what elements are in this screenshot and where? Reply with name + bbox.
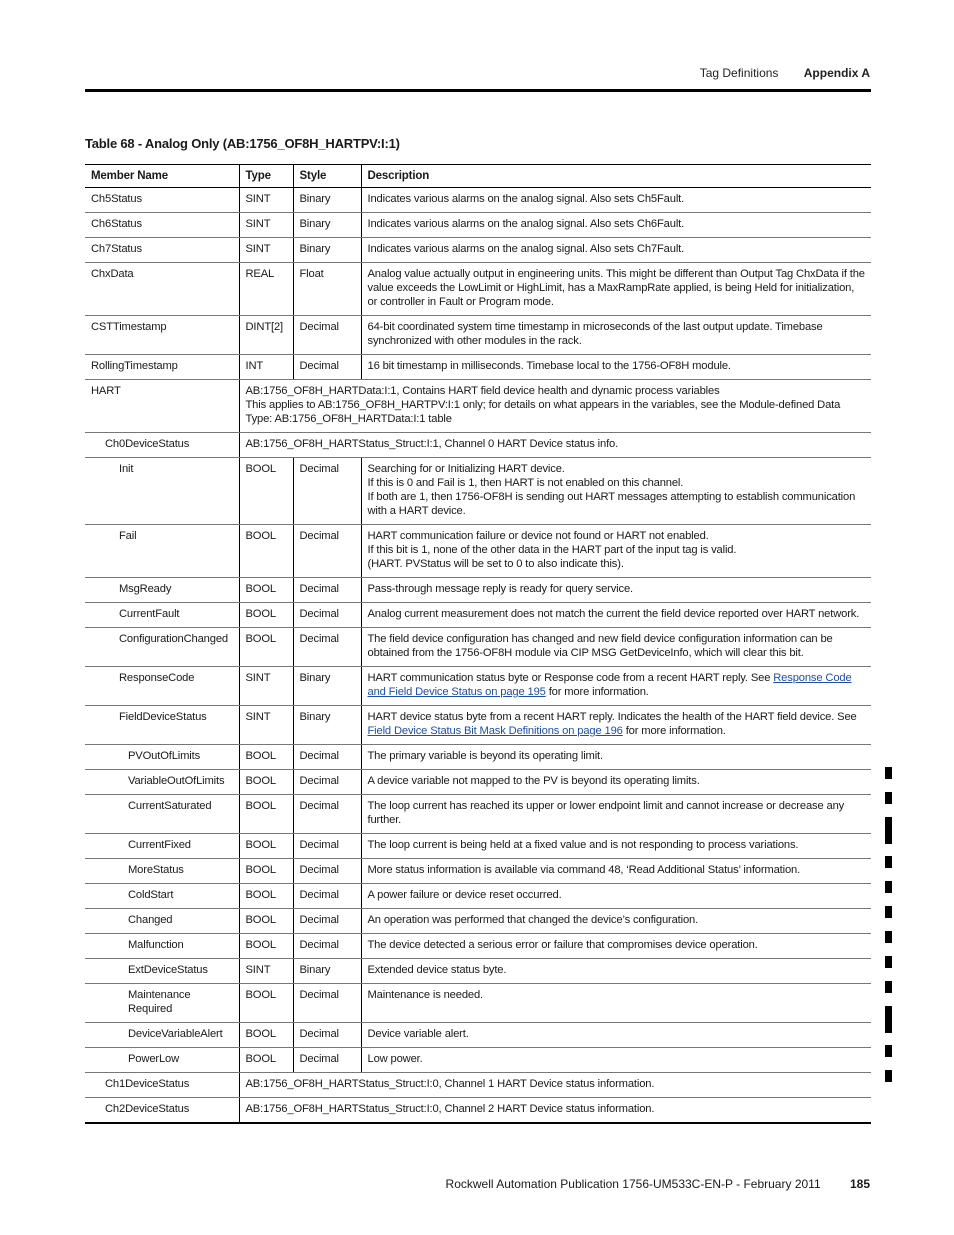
description-line: Extended device status byte. bbox=[367, 964, 507, 976]
description-cell bbox=[361, 355, 871, 380]
description-line: If both are 1, then 1756-OF8H is sending out HART messages attempting to establish communication with a HART device. bbox=[367, 491, 856, 517]
member-name-cell: CSTTimestamp bbox=[85, 316, 239, 355]
table-row bbox=[85, 458, 871, 525]
column-header-description: Description bbox=[361, 165, 871, 188]
header-rule bbox=[85, 89, 871, 92]
style-cell: Decimal bbox=[293, 603, 361, 628]
table-body bbox=[85, 188, 871, 1124]
style-cell: Decimal bbox=[293, 1048, 361, 1073]
type-cell: BOOL bbox=[239, 934, 293, 959]
description-line: Indicates various alarms on the analog signal. Also sets Ch6Fault. bbox=[367, 218, 685, 230]
member-name-cell: VariableOutOfLimits bbox=[85, 770, 239, 795]
type-cell: BOOL bbox=[239, 834, 293, 859]
style-cell: Binary bbox=[293, 188, 361, 213]
description-cell bbox=[361, 263, 871, 316]
member-name-cell: PowerLow bbox=[85, 1048, 239, 1073]
edge-mark bbox=[885, 856, 892, 868]
style-cell: Binary bbox=[293, 706, 361, 745]
member-name-cell: Fail bbox=[85, 525, 239, 578]
description-cell bbox=[361, 667, 871, 706]
description-line: AB:1756_OF8H_HARTStatus_Struct:I:0, Channel 1 HART Device status information. bbox=[245, 1078, 655, 1090]
table-row bbox=[85, 834, 871, 859]
member-name-cell: FieldDeviceStatus bbox=[85, 706, 239, 745]
description-line: AB:1756_OF8H_HARTStatus_Struct:I:0, Channel 2 HART Device status information. bbox=[245, 1103, 655, 1115]
style-cell: Decimal bbox=[293, 458, 361, 525]
description-line: The primary variable is beyond its operating limit. bbox=[367, 750, 603, 762]
description-line: HART communication failure or device not found or HART not enabled. bbox=[367, 530, 709, 542]
style-cell: Decimal bbox=[293, 984, 361, 1023]
style-cell: Decimal bbox=[293, 355, 361, 380]
style-cell: Decimal bbox=[293, 859, 361, 884]
style-cell: Float bbox=[293, 263, 361, 316]
style-cell: Decimal bbox=[293, 909, 361, 934]
style-cell: Binary bbox=[293, 667, 361, 706]
description-cell bbox=[361, 884, 871, 909]
description-cell bbox=[361, 706, 871, 745]
table-row bbox=[85, 884, 871, 909]
table-row bbox=[85, 706, 871, 745]
member-name-cell: RollingTimestamp bbox=[85, 355, 239, 380]
member-name-cell: Maintenance Required bbox=[85, 984, 239, 1023]
page-footer bbox=[85, 1177, 870, 1191]
description-cell bbox=[361, 959, 871, 984]
member-name-cell: CurrentSaturated bbox=[85, 795, 239, 834]
description-cell bbox=[361, 770, 871, 795]
member-name-cell: Ch0DeviceStatus bbox=[85, 433, 239, 458]
description-cell bbox=[361, 795, 871, 834]
table-row bbox=[85, 263, 871, 316]
member-name-cell: ResponseCode bbox=[85, 667, 239, 706]
description-line: Indicates various alarms on the analog signal. Also sets Ch5Fault. bbox=[367, 193, 685, 205]
description-cell bbox=[361, 316, 871, 355]
description-cell bbox=[361, 1048, 871, 1073]
member-name-cell: ConfigurationChanged bbox=[85, 628, 239, 667]
description-line: The loop current has reached its upper or lower endpoint limit and cannot increase or decrease any further. bbox=[367, 800, 845, 826]
description-text: for more information. bbox=[545, 686, 649, 698]
description-cell bbox=[361, 458, 871, 525]
table-row bbox=[85, 316, 871, 355]
style-cell: Decimal bbox=[293, 628, 361, 667]
table-row bbox=[85, 525, 871, 578]
type-cell: BOOL bbox=[239, 884, 293, 909]
type-cell: BOOL bbox=[239, 909, 293, 934]
description-line: A device variable not mapped to the PV is beyond its operating limits. bbox=[367, 775, 700, 787]
member-name-cell: MoreStatus bbox=[85, 859, 239, 884]
member-name-cell: ColdStart bbox=[85, 884, 239, 909]
type-cell: BOOL bbox=[239, 1048, 293, 1073]
member-name-cell: Malfunction bbox=[85, 934, 239, 959]
member-name-cell: Ch5Status bbox=[85, 188, 239, 213]
table-row bbox=[85, 667, 871, 706]
type-cell: BOOL bbox=[239, 603, 293, 628]
type-cell: BOOL bbox=[239, 859, 293, 884]
description-cell bbox=[361, 213, 871, 238]
style-cell: Decimal bbox=[293, 795, 361, 834]
table-row bbox=[85, 795, 871, 834]
description-line: (HART. PVStatus will be set to 0 to also indicate this). bbox=[367, 558, 624, 570]
member-name-cell: PVOutOfLimits bbox=[85, 745, 239, 770]
type-cell: BOOL bbox=[239, 984, 293, 1023]
style-cell: Decimal bbox=[293, 834, 361, 859]
description-line: More status information is available via command 48, ‘Read Additional Status’ information. bbox=[367, 864, 801, 876]
style-cell: Decimal bbox=[293, 745, 361, 770]
table-row bbox=[85, 959, 871, 984]
table-row bbox=[85, 934, 871, 959]
description-line: 16 bit timestamp in milliseconds. Timebase local to the 1756-OF8H module. bbox=[367, 360, 731, 372]
edge-mark bbox=[885, 881, 892, 893]
edge-mark bbox=[885, 1070, 892, 1082]
description-line: AB:1756_OF8H_HARTData:I:1, Contains HART field device health and dynamic process variables bbox=[245, 385, 720, 397]
description-line: This applies to AB:1756_OF8H_HARTPV:I:1 only; for details on what appears in the variables, see the Module-defined Data Type: AB:1756_OF8H_HARTData:I:1 table bbox=[245, 399, 841, 425]
member-name-cell: CurrentFault bbox=[85, 603, 239, 628]
edge-mark bbox=[885, 906, 892, 918]
description-cell bbox=[361, 525, 871, 578]
type-cell: BOOL bbox=[239, 628, 293, 667]
style-cell: Binary bbox=[293, 238, 361, 263]
type-cell: SINT bbox=[239, 213, 293, 238]
style-cell: Decimal bbox=[293, 525, 361, 578]
edge-mark bbox=[885, 792, 892, 804]
table-row bbox=[85, 1098, 871, 1124]
member-name-cell: ExtDeviceStatus bbox=[85, 959, 239, 984]
type-cell: SINT bbox=[239, 706, 293, 745]
cross-reference-link[interactable]: Field Device Status Bit Mask Definitions on page 196 bbox=[367, 725, 623, 737]
table-row bbox=[85, 1073, 871, 1098]
style-cell: Decimal bbox=[293, 316, 361, 355]
style-cell: Binary bbox=[293, 959, 361, 984]
page-number: 185 bbox=[849, 1177, 870, 1191]
member-name-cell: Init bbox=[85, 458, 239, 525]
description-line: Device variable alert. bbox=[367, 1028, 469, 1040]
type-cell: BOOL bbox=[239, 525, 293, 578]
description-line: AB:1756_OF8H_HARTStatus_Struct:I:1, Channel 0 HART Device status info. bbox=[245, 438, 619, 450]
style-cell: Decimal bbox=[293, 770, 361, 795]
edge-mark bbox=[885, 931, 892, 943]
style-cell: Decimal bbox=[293, 578, 361, 603]
description-line: 64-bit coordinated system time timestamp in microseconds of the last output update. Timebase synchronized with other modules in the rack. bbox=[367, 321, 823, 347]
type-cell: SINT bbox=[239, 238, 293, 263]
description-line: Pass-through message reply is ready for query service. bbox=[367, 583, 633, 595]
table-row bbox=[85, 433, 871, 458]
table-row bbox=[85, 909, 871, 934]
type-cell: SINT bbox=[239, 959, 293, 984]
description-cell bbox=[361, 934, 871, 959]
table-row bbox=[85, 578, 871, 603]
table-row bbox=[85, 380, 871, 433]
description-line: Analog current measurement does not match the current the field device reported over HART network. bbox=[367, 608, 860, 620]
table-title: Table 68 - Analog Only (AB:1756_OF8H_HARTPV:I:1) bbox=[85, 136, 400, 151]
description-cell bbox=[361, 578, 871, 603]
edge-mark bbox=[885, 1045, 892, 1057]
table-row bbox=[85, 628, 871, 667]
table-row bbox=[85, 1023, 871, 1048]
member-name-cell: Ch7Status bbox=[85, 238, 239, 263]
description-cell bbox=[361, 188, 871, 213]
description-cell bbox=[239, 433, 871, 458]
description-cell bbox=[239, 1098, 871, 1124]
member-name-cell: DeviceVariableAlert bbox=[85, 1023, 239, 1048]
description-cell bbox=[361, 745, 871, 770]
description-cell bbox=[361, 628, 871, 667]
type-cell: BOOL bbox=[239, 1023, 293, 1048]
description-cell bbox=[361, 984, 871, 1023]
description-line: Analog value actually output in engineering units. This might be different than Output Tag ChxData if the value exceeds the LowLimit or HighLimit, has a MaxRampRate applied, is being Held for initialization, or controller in Fault or Program mode. bbox=[367, 268, 865, 308]
description-line: The device detected a serious error or failure that compromises device operation. bbox=[367, 939, 758, 951]
member-name-cell: MsgReady bbox=[85, 578, 239, 603]
type-cell: INT bbox=[239, 355, 293, 380]
description-line: An operation was performed that changed the device’s configuration. bbox=[367, 914, 699, 926]
style-cell: Binary bbox=[293, 213, 361, 238]
table-row bbox=[85, 355, 871, 380]
edge-mark bbox=[885, 1006, 892, 1033]
type-cell: BOOL bbox=[239, 795, 293, 834]
description-cell bbox=[361, 238, 871, 263]
description-text: for more information. bbox=[622, 725, 726, 737]
description-line: A power failure or device reset occurred. bbox=[367, 889, 562, 901]
member-name-cell: Changed bbox=[85, 909, 239, 934]
page-header bbox=[85, 66, 870, 86]
description-cell bbox=[361, 859, 871, 884]
table-row bbox=[85, 213, 871, 238]
member-name-cell: ChxData bbox=[85, 263, 239, 316]
type-cell: BOOL bbox=[239, 458, 293, 525]
cross-reference-link[interactable]: Response Code and Field Device Status on page 195 bbox=[367, 672, 852, 698]
type-cell: SINT bbox=[239, 188, 293, 213]
table-row bbox=[85, 1048, 871, 1073]
type-cell: BOOL bbox=[239, 578, 293, 603]
style-cell: Decimal bbox=[293, 934, 361, 959]
member-name-cell: Ch2DeviceStatus bbox=[85, 1098, 239, 1124]
table-row bbox=[85, 238, 871, 263]
description-line: The loop current is being held at a fixed value and is not responding to process variations. bbox=[367, 839, 799, 851]
style-cell: Decimal bbox=[293, 1023, 361, 1048]
table-header-row bbox=[85, 165, 871, 188]
tag-definitions-table bbox=[85, 164, 871, 1124]
description-text: HART communication status byte or Response code from a recent HART reply. See bbox=[367, 672, 774, 684]
type-cell: REAL bbox=[239, 263, 293, 316]
edge-mark bbox=[885, 817, 892, 844]
edge-mark bbox=[885, 981, 892, 993]
description-line: Indicates various alarms on the analog signal. Also sets Ch7Fault. bbox=[367, 243, 685, 255]
description-cell bbox=[361, 909, 871, 934]
description-line: If this bit is 1, none of the other data in the HART part of the input tag is valid. bbox=[367, 544, 737, 556]
description-text: HART device status byte from a recent HART reply. Indicates the health of the HART field device. See bbox=[367, 711, 857, 723]
member-name-cell: HART bbox=[85, 380, 239, 433]
description-line: If this is 0 and Fail is 1, then HART is not enabled on this channel. bbox=[367, 477, 684, 489]
column-header-member-name: Member Name bbox=[85, 165, 239, 188]
member-name-cell: Ch6Status bbox=[85, 213, 239, 238]
column-header-type: Type bbox=[239, 165, 293, 188]
type-cell: SINT bbox=[239, 667, 293, 706]
description-cell bbox=[361, 834, 871, 859]
description-cell bbox=[361, 603, 871, 628]
edge-mark bbox=[885, 767, 892, 779]
table-row bbox=[85, 188, 871, 213]
table-row bbox=[85, 745, 871, 770]
table-row bbox=[85, 859, 871, 884]
footer-publication: Rockwell Automation Publication 1756-UM533C-EN-P - February 2011 bbox=[445, 1177, 821, 1191]
edge-mark bbox=[885, 956, 892, 968]
table-row bbox=[85, 603, 871, 628]
type-cell: DINT[2] bbox=[239, 316, 293, 355]
member-name-cell: Ch1DeviceStatus bbox=[85, 1073, 239, 1098]
table-row bbox=[85, 984, 871, 1023]
header-section-title: Tag Definitions bbox=[699, 66, 779, 80]
header-appendix-label: Appendix A bbox=[803, 66, 870, 80]
description-cell bbox=[239, 1073, 871, 1098]
type-cell: BOOL bbox=[239, 770, 293, 795]
description-line: Searching for or Initializing HART device. bbox=[367, 463, 565, 475]
description-cell bbox=[361, 1023, 871, 1048]
description-line: The field device configuration has changed and new field device configuration information can be obtained from the 1756-OF8H module via CIP MSG GetDeviceInfo, which will clear this bit. bbox=[367, 633, 833, 659]
table-row bbox=[85, 770, 871, 795]
description-line: Maintenance is needed. bbox=[367, 989, 483, 1001]
style-cell: Decimal bbox=[293, 884, 361, 909]
member-name-cell: CurrentFixed bbox=[85, 834, 239, 859]
type-cell: BOOL bbox=[239, 745, 293, 770]
description-cell bbox=[239, 380, 871, 433]
description-line: Low power. bbox=[367, 1053, 423, 1065]
column-header-style: Style bbox=[293, 165, 361, 188]
